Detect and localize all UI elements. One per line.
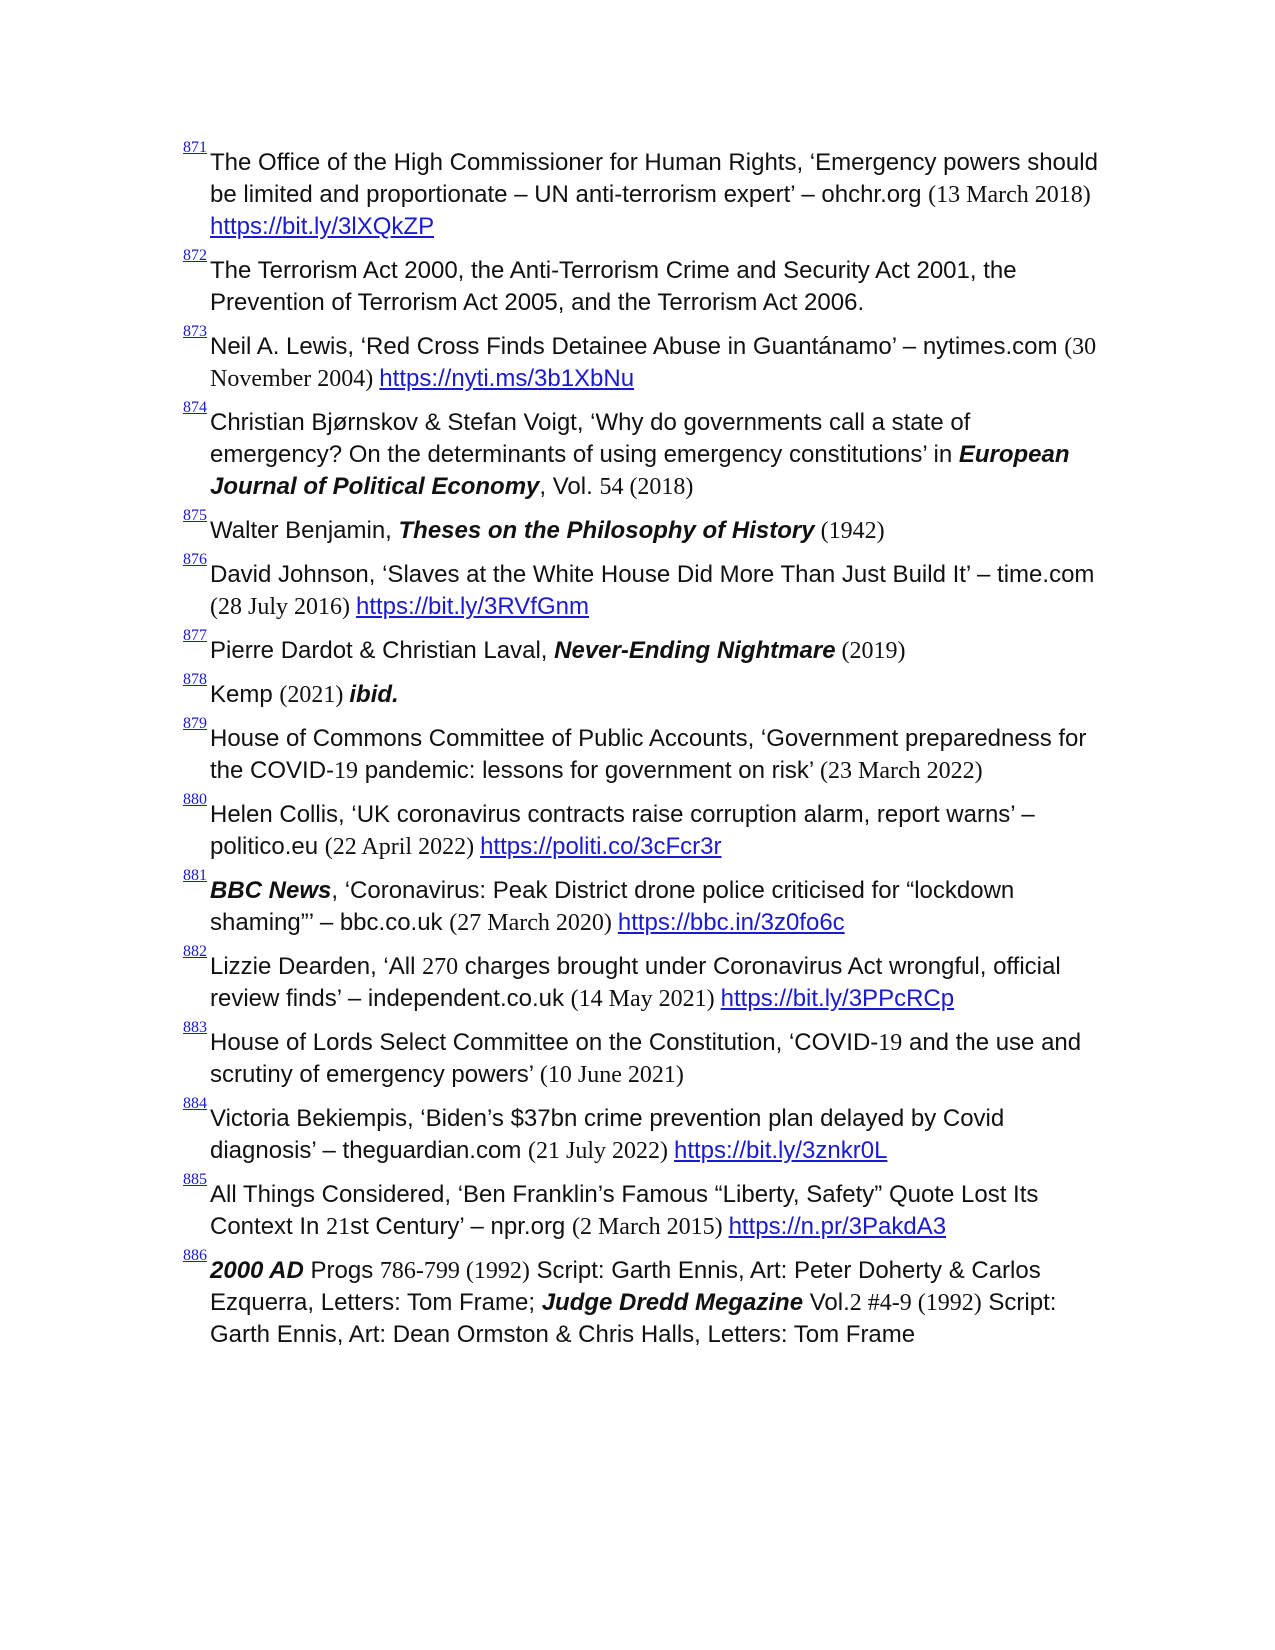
reference-link[interactable]: https://bit.ly/3lXQkZP <box>210 213 435 240</box>
footnote-text-run: (2021) <box>279 682 350 708</box>
footnote-text <box>210 801 1035 860</box>
footnote-872 <box>183 247 1108 319</box>
footnote-text-run: Progs <box>303 1257 380 1284</box>
footnote-873 <box>183 323 1108 395</box>
footnote-text <box>210 1257 1056 1348</box>
footnote-text-run: (14 May 2021) <box>570 986 721 1012</box>
footnote-876 <box>183 551 1108 623</box>
publication-title: Theses on the Philosophy of History <box>398 517 815 544</box>
footnote-text-run: Neil A. Lewis, ‘Red Cross Finds Detainee Abuse in Guantánamo’ – nytimes.com <box>210 333 1065 360</box>
footnote-text-run: 21 <box>326 1214 351 1240</box>
footnote-text <box>210 1029 1081 1088</box>
publication-title: BBC News <box>210 877 332 904</box>
footnote-text-run: (23 March 2022) <box>820 758 983 784</box>
footnote-886 <box>183 1247 1108 1351</box>
footnote-text-run: and the use and scrutiny of emergency powers’ <box>210 1029 1082 1088</box>
footnote-text <box>210 561 1094 620</box>
reference-link[interactable]: https://bit.ly/3RVfGnm <box>356 593 589 620</box>
reference-link[interactable]: https://politi.co/3cFcr3r <box>480 833 722 860</box>
footnote-text-run: (28 July 2016) <box>210 594 356 620</box>
footnote-884 <box>183 1095 1108 1167</box>
footnote-874 <box>183 399 1108 503</box>
footnote-877 <box>183 627 1108 667</box>
footnote-number-link[interactable]: 871 <box>183 139 207 156</box>
footnote-text-run: 786-799 (1992) <box>379 1258 530 1284</box>
publication-title: Never-Ending Nightmare <box>554 637 836 664</box>
footnote-number-link[interactable]: 876 <box>183 551 207 568</box>
publication-title: European Journal of Political Economy <box>210 441 1070 500</box>
footnote-number-link[interactable]: 882 <box>183 943 207 960</box>
footnote-text-run: 19 <box>878 1030 903 1056</box>
footnote-list <box>183 139 1108 1363</box>
footnote-text <box>210 877 1014 936</box>
footnote-number-link[interactable]: 872 <box>183 247 207 264</box>
footnote-882 <box>183 943 1108 1015</box>
footnote-text-run: 270 <box>422 954 459 980</box>
footnote-880 <box>183 791 1108 863</box>
reference-link[interactable]: https://nyti.ms/3b1XbNu <box>379 365 635 392</box>
footnote-text-run: Lizzie Dearden, ‘All <box>210 953 423 980</box>
footnote-number-link[interactable]: 885 <box>183 1171 207 1188</box>
footnote-text-run: 2 #4-9 (1992) <box>849 1290 982 1316</box>
footnote-text-run: House of Lords Select Committee on the Constitution, ‘COVID- <box>210 1029 879 1056</box>
reference-link[interactable]: https://bit.ly/3znkr0L <box>673 1137 888 1164</box>
footnote-text <box>210 149 1098 240</box>
footnote-number-link[interactable]: 886 <box>183 1247 207 1264</box>
footnote-text-run: Pierre Dardot & Christian Laval, <box>210 637 555 664</box>
publication-title: ibid. <box>349 681 399 708</box>
footnote-number-link[interactable]: 873 <box>183 323 207 340</box>
footnote-number-link[interactable]: 877 <box>183 627 207 644</box>
footnote-text-run: Kemp <box>210 681 280 708</box>
footnote-text-run: (1942) <box>814 518 885 544</box>
footnote-text-run: The Office of the High Commissioner for Human Rights, ‘Emergency powers should be limited and proportionate – UN anti-terrorism expert’ – ohchr.org <box>210 149 1098 208</box>
footnote-879 <box>183 715 1108 787</box>
footnote-number-link[interactable]: 874 <box>183 399 207 416</box>
footnote-text-run: (2 March 2015) <box>571 1214 729 1240</box>
footnote-text-run: 54 (2018) <box>599 474 694 500</box>
reference-link[interactable]: https://bbc.in/3z0fo6c <box>617 909 845 936</box>
footnote-text-run: Victoria Bekiempis, ‘Biden’s $37bn crime prevention plan delayed by Covid diagnosis’ – theguardian.com <box>210 1105 1005 1164</box>
footnote-text-run: 19 <box>334 758 359 784</box>
footnote-text-run: Script: Garth Ennis, Art: Dean Ormston & Chris Halls, Letters: Tom Frame <box>210 1289 1057 1348</box>
footnote-text <box>210 1181 1038 1240</box>
footnote-text <box>210 725 1086 784</box>
footnote-text-run: (10 June 2021) <box>539 1062 684 1088</box>
footnote-text <box>210 1105 1004 1164</box>
footnote-text <box>210 517 885 544</box>
footnote-text-run: House of Commons Committee of Public Accounts, ‘Government preparedness for the COVID- <box>210 725 1087 784</box>
footnote-text <box>210 681 399 708</box>
footnote-number-link[interactable]: 879 <box>183 715 207 732</box>
footnote-number-link[interactable]: 884 <box>183 1095 207 1112</box>
footnote-883 <box>183 1019 1108 1091</box>
footnote-text <box>210 637 906 664</box>
publication-title: 2000 AD <box>210 1257 304 1284</box>
footnote-text <box>210 333 1096 392</box>
footnote-text-run: (13 March 2018) <box>928 182 1091 208</box>
footnote-number-link[interactable]: 875 <box>183 507 207 524</box>
footnote-text-run: Script: Garth Ennis, Art: Peter Doherty & Carlos Ezquerra, Letters: Tom Frame; <box>210 1257 1041 1316</box>
footnote-text <box>210 953 1061 1012</box>
footnote-number-link[interactable]: 881 <box>183 867 207 884</box>
footnote-number-link[interactable]: 880 <box>183 791 207 808</box>
footnote-text-run: David Johnson, ‘Slaves at the White House Did More Than Just Build It’ – time.com <box>210 561 1095 588</box>
footnote-text-run: Vol. <box>803 1289 850 1316</box>
footnote-text-run: Walter Benjamin, <box>210 517 399 544</box>
footnote-text-run: Helen Collis, ‘UK coronavirus contracts raise corruption alarm, report warns’ – politico.eu <box>210 801 1035 860</box>
footnote-885 <box>183 1171 1108 1243</box>
footnote-number-link[interactable]: 878 <box>183 671 207 688</box>
footnote-text-run: pandemic: lessons for government on risk’ <box>358 757 821 784</box>
footnote-text-run: (21 July 2022) <box>527 1138 674 1164</box>
footnote-text-run: The Terrorism Act 2000, the Anti-Terrorism Crime and Security Act 2001, the Prevention of Terrorism Act 2005, and the Terrorism Act 2006. <box>210 257 1017 316</box>
footnote-875 <box>183 507 1108 547</box>
footnote-871 <box>183 139 1108 243</box>
reference-link[interactable]: https://n.pr/3PakdA3 <box>728 1213 947 1240</box>
footnote-text <box>210 409 1070 500</box>
footnote-text <box>210 257 1017 316</box>
footnote-881 <box>183 867 1108 939</box>
footnote-text-run: (2019) <box>835 638 906 664</box>
reference-link[interactable]: https://bit.ly/3PPcRCp <box>720 985 955 1012</box>
footnote-text-run: (27 March 2020) <box>449 910 618 936</box>
footnote-text-run: Christian Bjørnskov & Stefan Voigt, ‘Why do governments call a state of emergency? On the determinants of using emergency constitutions’ in <box>210 409 971 468</box>
footnote-text-run: st Century’ – npr.org <box>350 1213 572 1240</box>
publication-title: Judge Dredd Megazine <box>541 1289 804 1316</box>
footnote-text-run: charges brought under Coronavirus Act wrongful, official review finds’ – independent.co.uk <box>210 953 1061 1012</box>
footnote-number-link[interactable]: 883 <box>183 1019 207 1036</box>
footnote-text-run: , ‘Coronavirus: Peak District drone police criticised for “lockdown shaming”’ – bbc.co.uk <box>210 877 1015 936</box>
footnote-text-run: (22 April 2022) <box>324 834 481 860</box>
footnote-text-run: All Things Considered, ‘Ben Franklin’s Famous “Liberty, Safety” Quote Lost Its Context In <box>210 1181 1039 1240</box>
footnote-text-run: , Vol. <box>539 473 600 500</box>
footnote-text-run: (30 November 2004) <box>210 334 1097 392</box>
footnote-878 <box>183 671 1108 711</box>
